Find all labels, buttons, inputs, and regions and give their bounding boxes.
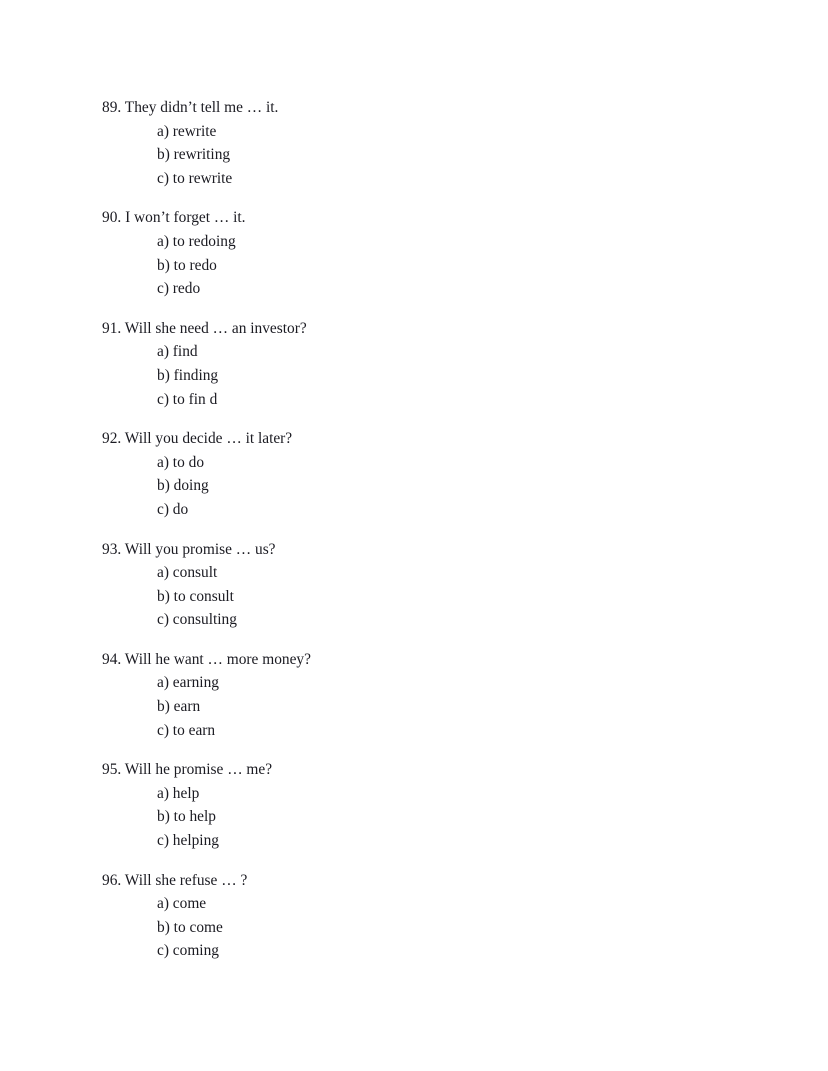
question-block: [102, 538, 662, 632]
answer-option[interactable]: b) earn: [157, 698, 201, 716]
question-block: [102, 96, 662, 190]
answer-option[interactable]: a) help: [157, 784, 200, 802]
answer-option[interactable]: a) to redoing: [157, 232, 236, 250]
answer-option[interactable]: a) find: [157, 343, 198, 361]
answer-option[interactable]: c) redo: [157, 280, 201, 298]
option-list: [102, 340, 662, 411]
question-prompt: 89. They didn’t tell me … it.: [102, 99, 279, 116]
question-prompt: 95. Will he promise … me?: [102, 761, 273, 779]
answer-option[interactable]: b) to redo: [157, 256, 217, 274]
option-list: [102, 230, 662, 301]
question-list: [102, 96, 662, 963]
answer-option[interactable]: c) helping: [157, 832, 219, 850]
question-prompt: 94. Will he want … more money?: [102, 650, 311, 668]
option-list: [102, 451, 662, 522]
question-block: [102, 648, 662, 742]
answer-option[interactable]: c) to fin d: [157, 390, 218, 408]
answer-option[interactable]: c) do: [157, 500, 189, 518]
question-prompt: 93. Will you promise … us?: [102, 540, 276, 558]
question-block: [102, 869, 662, 963]
answer-option[interactable]: b) rewriting: [157, 146, 231, 164]
question-block: [102, 758, 662, 852]
answer-option[interactable]: b) to come: [157, 918, 223, 936]
answer-option[interactable]: b) doing: [157, 477, 209, 495]
question-prompt: 96. Will she refuse … ?: [102, 871, 248, 889]
answer-option[interactable]: a) come: [157, 895, 207, 913]
answer-option[interactable]: c) to rewrite: [157, 169, 233, 187]
answer-option[interactable]: a) consult: [157, 564, 218, 582]
answer-option[interactable]: a) rewrite: [157, 122, 217, 140]
question-prompt: 92. Will you decide … it later?: [102, 430, 293, 448]
answer-option[interactable]: b) to help: [157, 808, 216, 826]
option-list: [102, 892, 662, 963]
answer-option[interactable]: c) to earn: [157, 721, 216, 739]
question-block: [102, 206, 662, 300]
answer-option[interactable]: c) consulting: [157, 611, 237, 629]
option-list: [102, 782, 662, 853]
question-block: [102, 427, 662, 521]
answer-option[interactable]: a) to do: [157, 453, 205, 471]
question-prompt: 91. Will she need … an investor?: [102, 319, 307, 337]
option-list: [102, 561, 662, 632]
answer-option[interactable]: b) finding: [157, 366, 219, 384]
answer-option[interactable]: b) to consult: [157, 587, 234, 605]
option-list: [102, 120, 662, 191]
question-prompt: 90. I won’t forget … it.: [102, 209, 246, 227]
answer-option[interactable]: a) earning: [157, 674, 219, 692]
answer-option[interactable]: c) coming: [157, 942, 219, 960]
option-list: [102, 671, 662, 742]
question-block: [102, 317, 662, 411]
